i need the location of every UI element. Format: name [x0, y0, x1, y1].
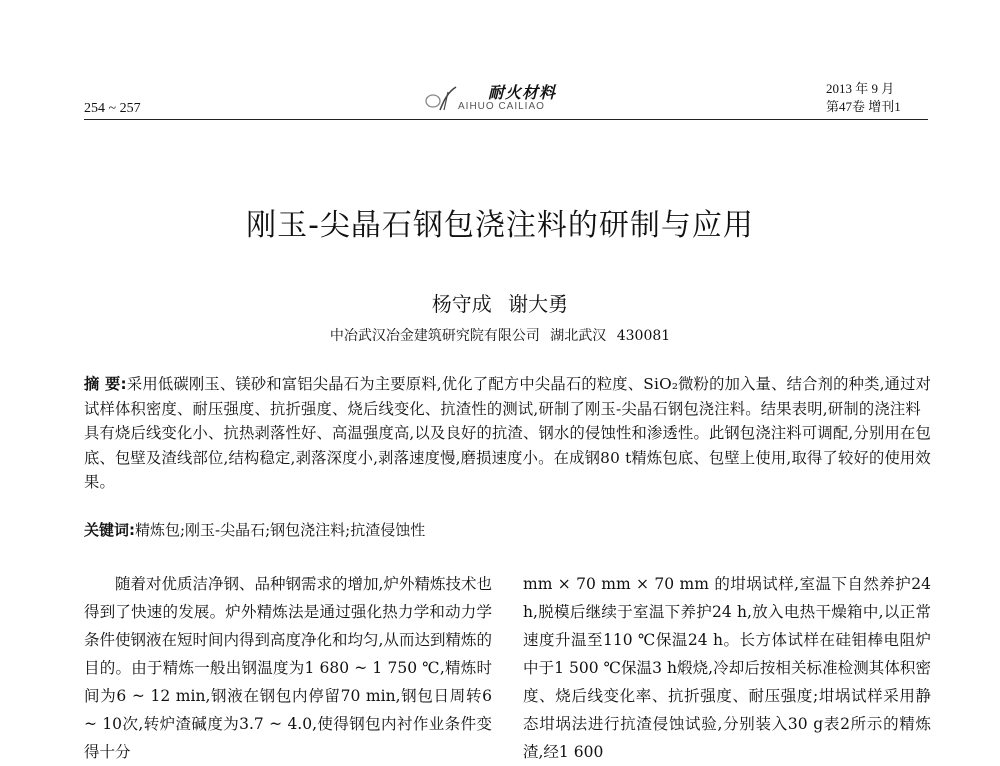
- issue-info: [826, 80, 901, 116]
- abstract: [84, 372, 934, 495]
- abstract-text: 采用低碳刚玉、镁砂和富铝尖晶石为主要原料,优化了配方中尖晶石的粒度、SiO₂微粉的加入量、结合剂的种类,通过对试样体积密度、耐压强度、抗折强度、烧后线变化、抗渣性的测试,研制了刚玉-尖晶石钢包浇注料。结果表明,研制的浇注料具有烧后线变化小、抗热剥落性好、高温强度高,以及良好的抗渣、钢水的侵蚀性和渗透性。此钢包浇注料可调配,分别用在包底、包壁及渣线部位,结构稳定,剥落深度小,剥落速度慢,磨损速度小。在成钢80 t精炼包底、包壁上使用,取得了较好的使用效果。: [84, 375, 932, 491]
- journal-name-en: AIHUO CAILIAO: [458, 101, 545, 112]
- article-title: 刚玉-尖晶石钢包浇注料的研制与应用: [246, 208, 754, 243]
- article-authors: 杨守成 谢大勇: [431, 292, 569, 316]
- page-range: 254 ~ 257: [84, 101, 141, 116]
- issue-volume: 第47卷 增刊1: [826, 99, 901, 114]
- journal-name-cn: 耐火材料: [488, 83, 557, 102]
- author-affiliation: 中冶武汉冶金建筑研究院有限公司 湖北武汉 430081: [329, 328, 671, 344]
- journal-logo: [424, 80, 584, 118]
- body-column-left: [84, 570, 492, 766]
- body-column-right: [523, 570, 931, 766]
- body-paragraph: 随着对优质洁净钢、品种钢需求的增加,炉外精炼技术也得到了快速的发展。炉外精炼法是通过强化热力学和动力学条件使钢液在短时间内得到高度净化和均匀,从而达到精炼的目的。由于精炼一般出钢温度为1 680 ~ 1 750 ℃,精炼时间为6 ~ 12 min,钢液在钢包内停留70 min,钢包日周转6 ~ 10次,转炉渣碱度为3.7 ~ 4.0,使得钢包内衬作业条件变得十分: [84, 575, 492, 761]
- abstract-label: 摘 要:: [84, 375, 127, 393]
- issue-date: 2013 年 9 月: [826, 81, 895, 96]
- body-paragraph: mm × 70 mm × 70 mm 的坩埚试样,室温下自然养护24 h,脱模后继续于室温下养护24 h,放入电热干燥箱中,以正常速度升温至110 ℃保温24 h。长方体试样在硅钼棒电阻炉中于1 500 ℃保温3 h煅烧,冷却后按相关标准检测其体积密度、烧后线变化率、抗折强度、耐压强度;坩埚试样采用静态坩埚法进行抗渣侵蚀试验,分别装入30 g表2所示的精炼渣,经1 600: [523, 575, 931, 761]
- keywords-text: 精炼包;刚玉-尖晶石;钢包浇注料;抗渣侵蚀性: [135, 521, 426, 539]
- keywords-label: 关键词:: [84, 521, 135, 539]
- header-divider: [84, 119, 928, 120]
- keywords: [84, 519, 934, 541]
- journal-emblem-icon: [424, 86, 458, 112]
